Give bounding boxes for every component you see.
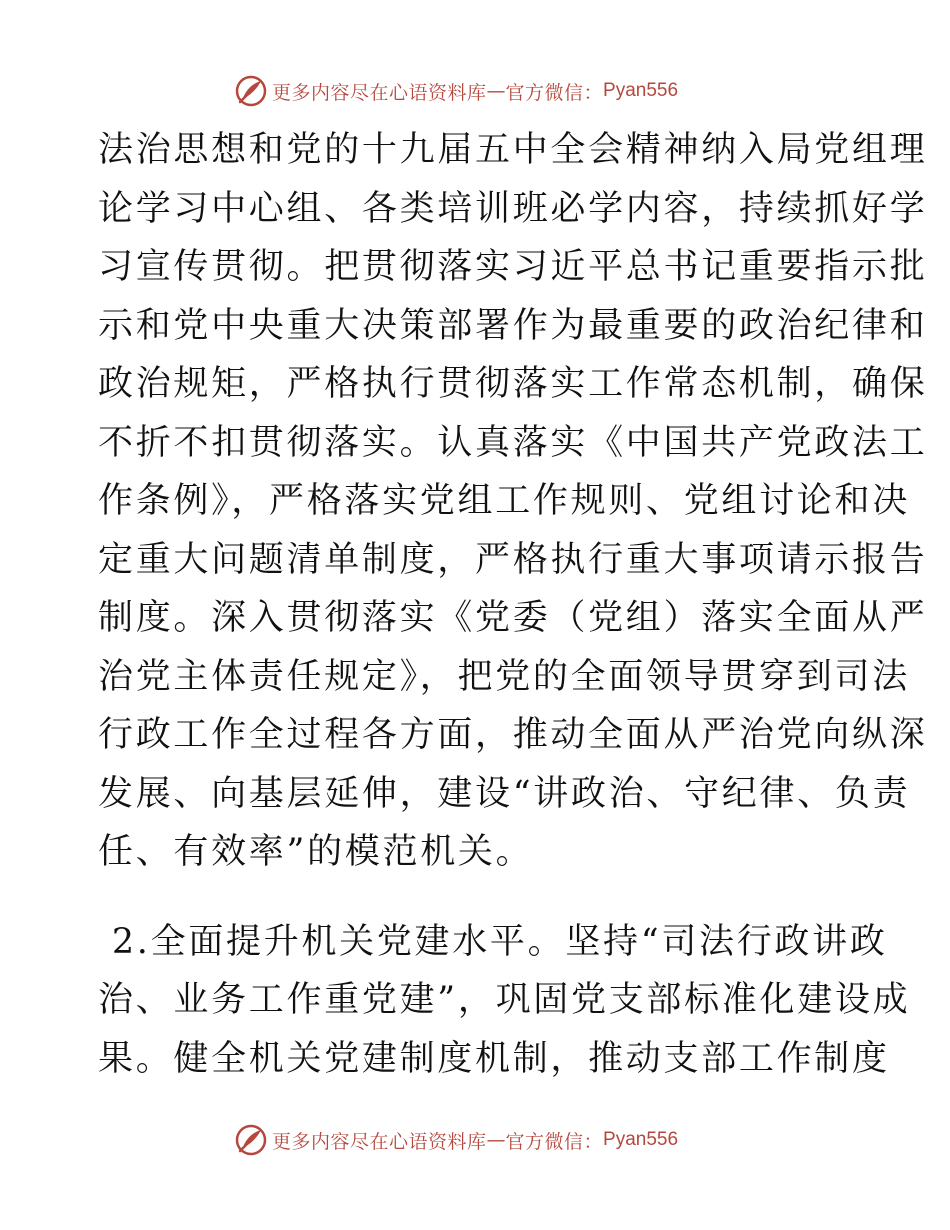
- banner-text: 更多内容尽在心语资料库: [272, 1130, 487, 1153]
- text-line: 2.全面提升机关党建水平。坚持“司法行政讲政: [98, 921, 888, 962]
- text-line: 治、业务工作重党建”，巩固党支部标准化建设成: [98, 980, 911, 1020]
- text-line: 不折不扣贯彻落实。认真落实《中国共产党政法工: [98, 422, 928, 463]
- text-line: 治党主体责任规定》，把党的全面领导贯穿到司法: [98, 656, 910, 697]
- paragraph-2: [98, 913, 911, 1089]
- quill-logo-icon: [234, 74, 268, 108]
- banner-wechat-id: Pyan556: [603, 80, 679, 101]
- banner-text: 更多内容尽在心语资料库: [272, 81, 487, 104]
- text-line: 示和党中央重大决策部署作为最重要的政治纪律和: [98, 305, 928, 346]
- banner-wechat-label: 官方微信：: [505, 1130, 604, 1153]
- text-line: 习宣传贯彻。把贯彻落实习近平总书记重要指示批: [98, 247, 928, 287]
- text-line: 任、有效率”的模范机关。: [98, 832, 534, 872]
- text-line: 行政工作全过程各方面，推动全面从严治党向纵深: [98, 715, 928, 755]
- text-line: 论学习中心组、各类培训班必学内容，持续抓好学: [98, 188, 928, 229]
- text-line: 政治规矩，严格执行贯彻落实工作常态机制，确保: [98, 364, 928, 404]
- header-banner: [234, 73, 678, 109]
- text-line: 果。健全机关党建制度机制，推动支部工作制度: [98, 1038, 890, 1079]
- banner-separator: —: [486, 1129, 506, 1151]
- text-line: 定重大问题清单制度，严格执行重大事项请示报告: [98, 539, 928, 580]
- text-line: 法治思想和党的十九届五中全会精神纳入局党组理: [98, 130, 928, 170]
- banner-wechat-id: Pyan556: [603, 1129, 679, 1150]
- text-line: 发展、向基层延伸，建设“讲政治、守纪律、负责: [98, 773, 911, 814]
- quill-logo-icon: [234, 1123, 268, 1157]
- text-line: 制度。深入贯彻落实《党委（党组）落实全面从严: [98, 598, 928, 638]
- banner-wechat-label: 官方微信：: [505, 81, 604, 104]
- banner-separator: —: [486, 80, 506, 102]
- document-body: [98, 121, 928, 1088]
- text-line: 作条例》，严格落实党组工作规则、党组讨论和决: [98, 481, 910, 521]
- paragraph-1: [98, 121, 928, 882]
- paragraph-gap: [98, 882, 858, 913]
- footer-banner: [234, 1122, 678, 1158]
